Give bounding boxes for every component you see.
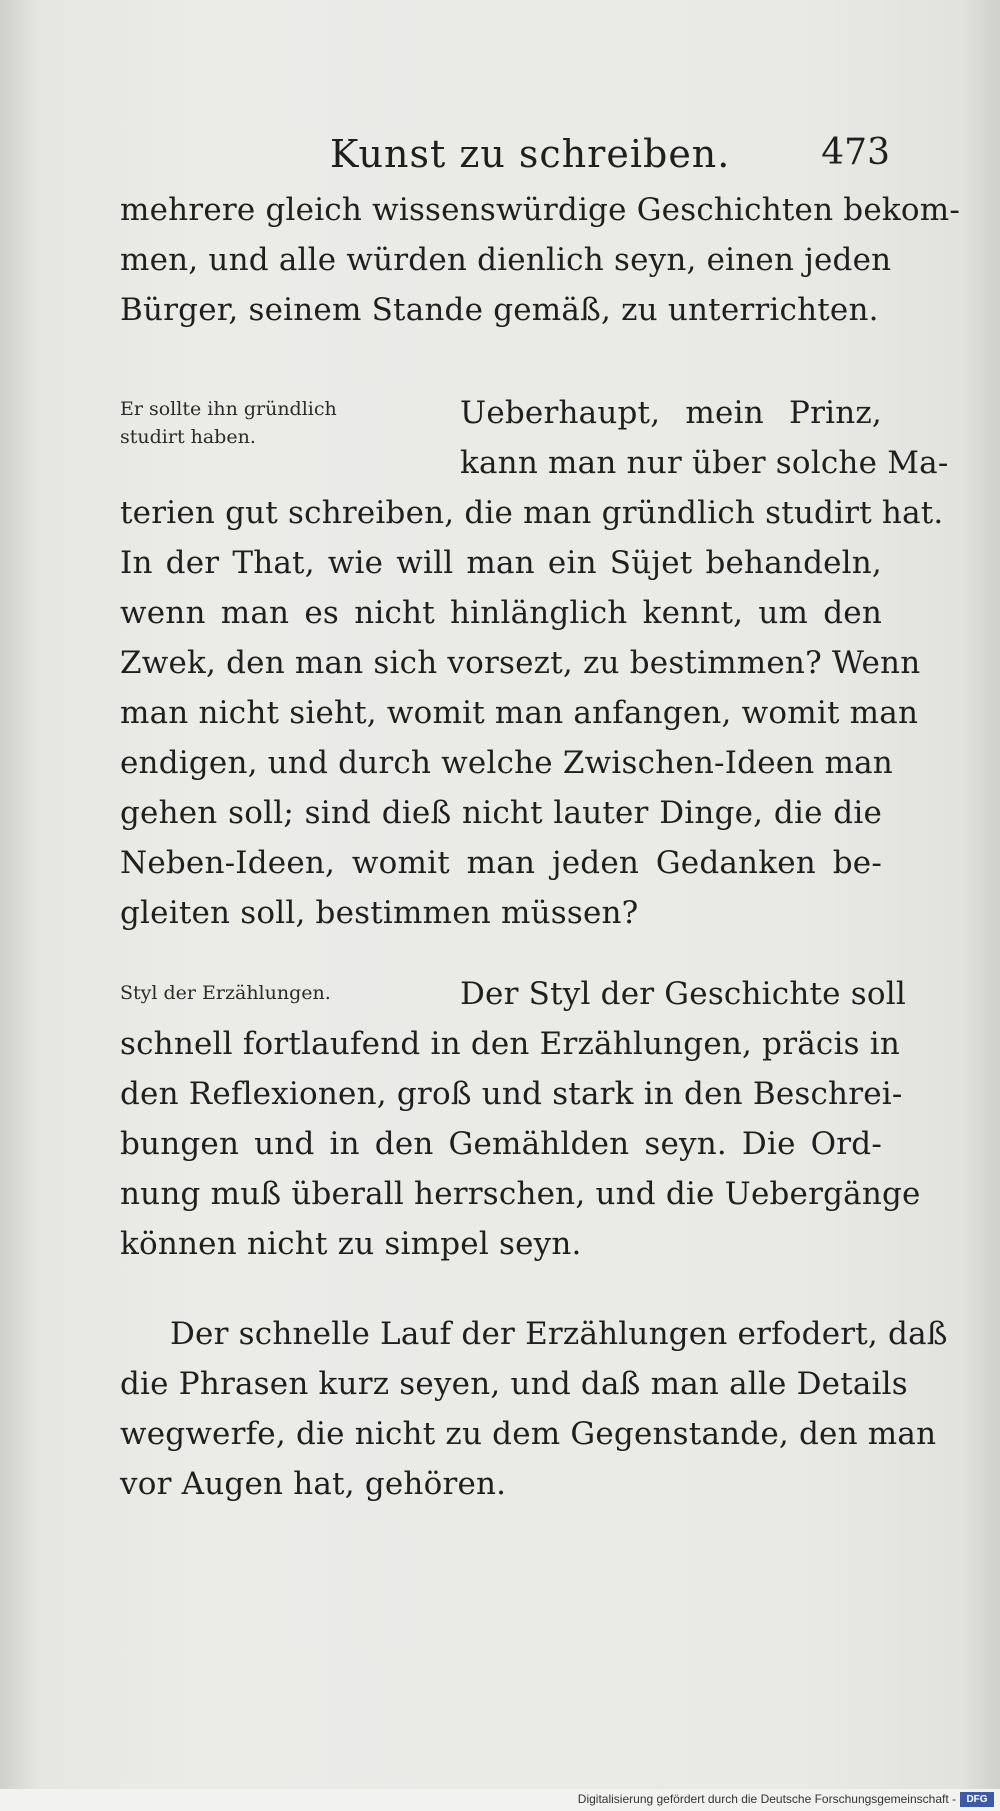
page-number: 473 — [821, 132, 890, 173]
running-title: Kunst zu schreiben. — [330, 132, 731, 176]
text-line: den Reflexionen, groß und stark in den Beschrei- — [120, 1076, 903, 1112]
text-line: vor Augen hat, gehören. — [120, 1466, 507, 1502]
text-line: mehrere gleich wissenswürdige Geschichten bekom- — [120, 192, 961, 228]
text-line: Der Styl der Geschichte soll — [460, 976, 906, 1012]
margin-note-line: Styl der Erzählungen. — [120, 982, 331, 1004]
digitization-footer — [0, 1789, 1000, 1811]
text-line: Zwek, den man sich vorsezt, zu bestimmen? Wenn — [120, 645, 921, 681]
text-line: wegwerfe, die nicht zu dem Gegenstande, den man — [120, 1416, 937, 1452]
text-line: gleiten soll, bestimmen müssen? — [120, 895, 639, 931]
text-line: wenn man es nicht hinlänglich kennt, um den — [120, 595, 882, 631]
text-line: man nicht sieht, womit man anfangen, womit man — [120, 695, 919, 731]
text-line: schnell fortlaufend in den Erzählungen, präcis in — [120, 1026, 901, 1062]
text-line: die Phrasen kurz seyen, und daß man alle Details — [120, 1366, 908, 1402]
text-line: nung muß überall herrschen, und die Uebergänge — [120, 1176, 921, 1212]
text-line: Neben-Ideen, womit man jeden Gedanken be- — [120, 845, 882, 881]
dfg-logo-icon: DFG — [960, 1792, 994, 1807]
text-line: bungen und in den Gemählden seyn. Die Ord- — [120, 1126, 882, 1162]
page-header — [330, 132, 890, 180]
text-line: Der schnelle Lauf der Erzählungen erfodert, daß — [170, 1316, 948, 1352]
margin-note-line: Er sollte ihn gründlich — [120, 398, 337, 420]
text-line: In der That, wie will man ein Süjet behandeln, — [120, 545, 882, 581]
text-line: endigen, und durch welche Zwischen-Ideen man — [120, 745, 893, 781]
text-line: terien gut schreiben, die man gründlich studirt hat. — [120, 495, 944, 531]
text-line: Bürger, seinem Stande gemäß, zu unterrichten. — [120, 292, 879, 328]
margin-note-line: studirt haben. — [120, 426, 256, 448]
footer-credit: Digitalisierung gefördert durch die Deutsche Forschungsgemeinschaft - — [577, 1792, 956, 1806]
text-line: kann man nur über solche Ma- — [460, 445, 949, 481]
text-line: Ueberhaupt, mein Prinz, — [460, 395, 882, 431]
text-line: men, und alle würden dienlich seyn, einen jeden — [120, 242, 892, 278]
text-line: können nicht zu simpel seyn. — [120, 1226, 582, 1262]
text-line: gehen soll; sind dieß nicht lauter Dinge, die die — [120, 795, 882, 831]
